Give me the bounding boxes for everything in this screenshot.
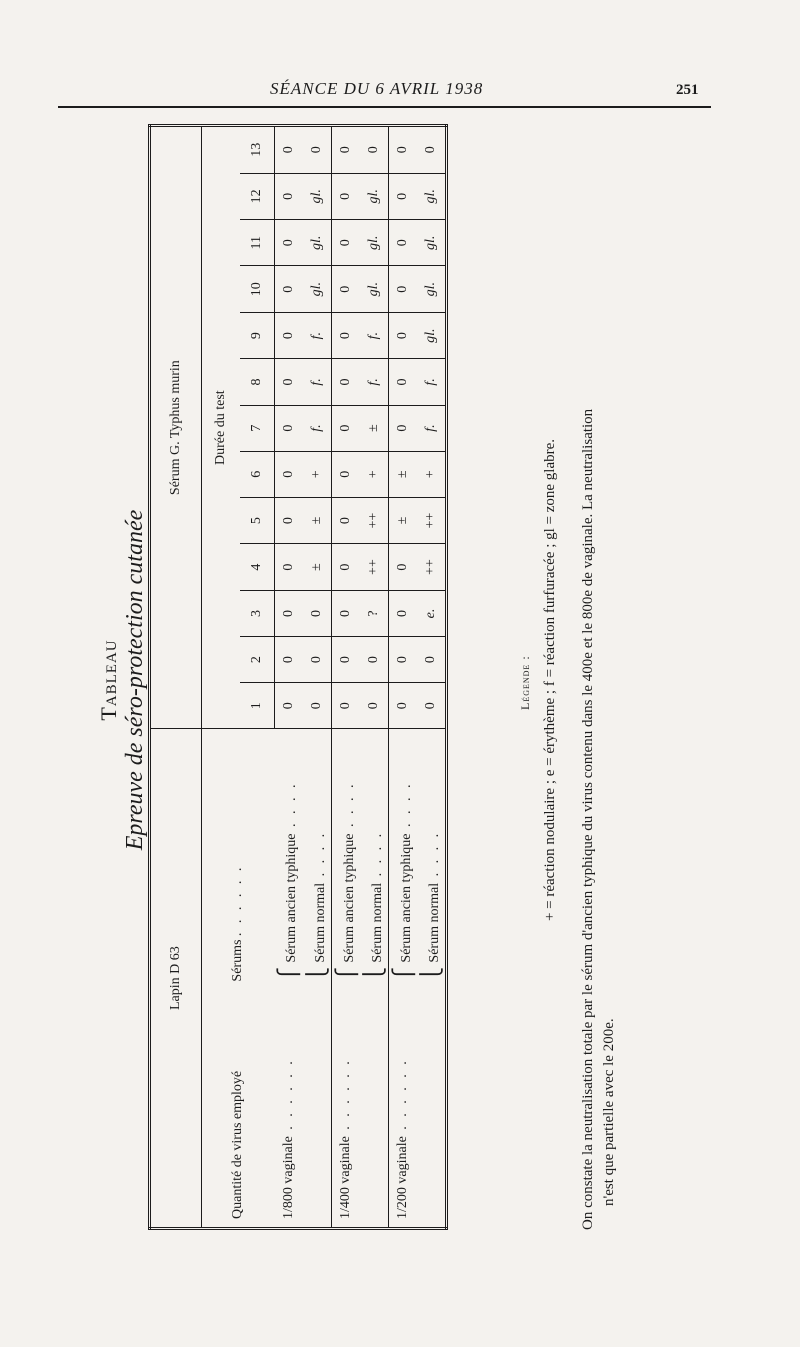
result-cell: f. [417,405,447,451]
day-header: 12 [240,173,275,219]
quantity-cell [332,998,361,1229]
result-cell: + [303,451,332,497]
result-cell: 0 [417,126,447,174]
legend-label: Légende : [518,655,532,710]
result-cell: 0 [332,544,361,591]
dot-leader: . . . . [426,830,442,883]
result-cell: 0 [360,683,389,729]
result-cell: 0 [275,590,304,636]
serum-label: Sérum ancien typhique [341,833,357,963]
result-cell: ± [303,544,332,591]
day-header: 1 [240,683,275,729]
result-cell: gl. [303,220,332,266]
result-cell: ++ [417,497,447,544]
quantity-label: 1/200 vaginale [395,1136,410,1219]
result-cell: ± [303,497,332,544]
result-cell: 0 [303,590,332,636]
result-cell: ++ [360,497,389,544]
result-cell: f. [303,359,332,405]
result-cell: 0 [275,126,304,174]
serum-cell [389,729,418,998]
result-cell: gl. [417,312,447,358]
quantity-cell [360,998,389,1229]
result-cell: 0 [275,312,304,358]
dot-leader: . . . . . . [230,864,246,937]
brace-glyph: ⎩ [363,966,386,982]
quantity-cell [389,998,418,1229]
result-cell: 0 [389,126,418,174]
day-header: 9 [240,312,275,358]
table-subtitle: Epreuve de séro-protection cutanée [122,509,148,851]
header-row-duration [202,126,241,1229]
result-cell: f. [303,312,332,358]
result-cell: 0 [389,637,418,683]
day-header: 11 [240,220,275,266]
result-cell: 0 [275,173,304,219]
result-cell: 0 [332,451,361,497]
serums-header-label: Sérums [230,939,246,982]
dot-leader: . . . . . . [395,1058,410,1137]
table-row [303,126,332,1229]
table-row [389,126,418,1229]
day-header: 2 [240,637,275,683]
serum-label: Sérum normal [426,882,442,963]
result-cell: 0 [332,683,361,729]
result-cell: 0 [275,359,304,405]
serum-cell [417,729,447,998]
sero-protection-table [148,124,448,1230]
dot-leader: . . . . [398,781,414,834]
result-cell: 0 [332,266,361,312]
result-cell: 0 [303,637,332,683]
table-row [360,126,389,1229]
result-cell: 0 [332,312,361,358]
day-header: 4 [240,544,275,591]
conclusion-note [578,130,620,1230]
dot-leader: . . . . [369,830,385,883]
rotated-table-block [70,130,670,1230]
table-row [275,126,304,1229]
result-cell: gl. [360,220,389,266]
result-cell: 0 [389,173,418,219]
result-cell: 0 [275,683,304,729]
dot-leader: . . . . . . [280,1058,296,1137]
result-cell: e. [417,590,447,636]
result-cell: 0 [389,312,418,358]
result-cell: 0 [389,590,418,636]
running-head: SÉANCE DU 6 AVRIL 1938 [270,79,484,98]
serum-cell [360,729,389,998]
brace-glyph: ⎧ [278,966,301,982]
result-cell: gl. [303,266,332,312]
quantity-cell [303,998,332,1229]
serum-label: Sérum ancien typhique [284,833,300,963]
serum-label: Sérum ancien typhique [398,833,414,963]
result-cell: 0 [417,637,447,683]
result-cell: 0 [389,220,418,266]
brace-glyph: ⎧ [392,966,415,982]
result-cell: 0 [275,266,304,312]
result-cell: 0 [332,497,361,544]
result-cell: 0 [275,544,304,591]
quantity-cell [275,998,304,1229]
result-cell: 0 [417,683,447,729]
page-number: 251 [676,82,699,98]
result-cell: 0 [389,266,418,312]
header-row-animal [150,126,202,1229]
table-title: Tableau [96,639,121,721]
result-cell: ++ [360,544,389,591]
conclusion-line-1: On constate la neutralisation totale par le sérum d'ancien typhique du virus contenu dans le 400e et le 800e de vaginale. La neutralisation [580,408,596,1230]
result-cell: ± [360,405,389,451]
result-cell: ± [389,497,418,544]
day-header: 6 [240,451,275,497]
result-cell: 0 [275,220,304,266]
serum-label: Sérum normal [312,882,328,963]
serum-cell [303,729,332,998]
table-row [332,126,361,1229]
result-cell: f. [360,359,389,405]
conclusion-line-2: n'est que partielle avec le 200e. [601,1018,617,1206]
result-cell: f. [417,359,447,405]
day-header: 10 [240,266,275,312]
day-header: 13 [240,126,275,174]
animal-header: Lapin D 63 [150,729,202,1229]
result-cell: 0 [275,405,304,451]
result-cell: 0 [360,126,389,174]
result-cell: 0 [275,451,304,497]
serums-header [202,729,275,998]
dot-leader: . . . . [341,781,357,834]
result-cell: + [417,451,447,497]
result-cell: 0 [389,359,418,405]
result-cell: 0 [332,173,361,219]
legend-text: + = réaction nodulaire ; e = érythème ; f = réaction furfuracée ; gl = zone glabre. [542,438,558,922]
result-cell: 0 [389,405,418,451]
result-cell: gl. [417,266,447,312]
brace-glyph: ⎧ [335,966,358,982]
header-rule [58,106,711,108]
day-header: 5 [240,497,275,544]
result-cell: + [360,451,389,497]
day-header: 7 [240,405,275,451]
result-cell: 0 [360,637,389,683]
serum-label: Sérum normal [369,882,385,963]
brace-glyph: ⎩ [420,966,443,982]
result-cell: 0 [389,683,418,729]
result-cell: ? [360,590,389,636]
serum-cell [275,729,304,998]
duration-header: Durée du test [213,390,228,465]
result-cell: 0 [303,683,332,729]
result-cell: ± [389,451,418,497]
result-cell: f. [360,312,389,358]
quantity-header: Quantité de virus employé [230,1070,246,1219]
result-cell: 0 [332,405,361,451]
dot-leader: . . . . [284,781,300,834]
result-cell: gl. [303,173,332,219]
day-header: 3 [240,590,275,636]
result-cell: ++ [417,544,447,591]
serum-cell [332,729,361,998]
quantity-cell [417,998,447,1229]
result-cell: 0 [332,126,361,174]
quantity-label: 1/800 vaginale [280,1136,296,1219]
result-cell: 0 [332,220,361,266]
result-cell: gl. [360,266,389,312]
day-header: 8 [240,359,275,405]
result-cell: 0 [332,359,361,405]
dot-leader: . . . . [312,830,328,883]
dot-leader: . . . . . . [338,1058,353,1137]
result-cell: 0 [332,637,361,683]
result-cell: 0 [275,497,304,544]
brace-glyph: ⎩ [306,966,329,982]
result-cell: gl. [360,173,389,219]
serum-group-header: Sérum G. Typhus murin [150,126,202,729]
result-cell: f. [303,405,332,451]
result-cell: 0 [275,637,304,683]
result-cell: 0 [389,544,418,591]
result-cell: 0 [303,126,332,174]
quantity-label: 1/400 vaginale [338,1136,353,1219]
result-cell: gl. [417,173,447,219]
result-cell: gl. [417,220,447,266]
table-row [417,126,447,1229]
result-cell: 0 [332,590,361,636]
